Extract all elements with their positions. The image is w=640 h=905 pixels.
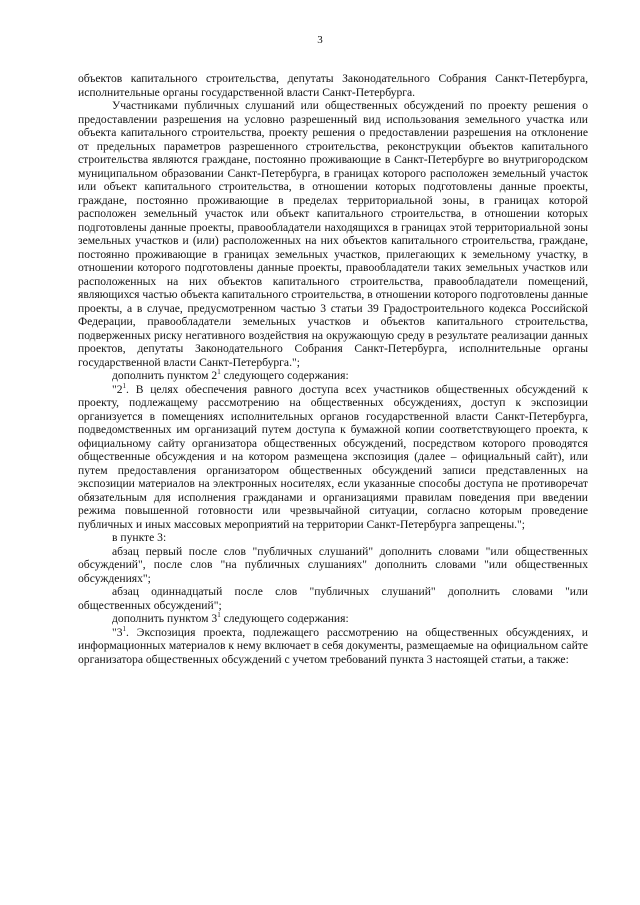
paragraph-6: абзац первый после слов "публичных слушаний" дополнить словами "или общественных обсуждений", после слов "на публичных слушаниях" дополнить словами "или общественных обсуждениях"; xyxy=(78,544,588,585)
page-number: 3 xyxy=(317,34,323,46)
paragraph-3 xyxy=(78,369,588,383)
paragraph-9-post: . Экспозиция проекта, подлежащего рассмотрению на общественных обсуждениях, и информационных материалов к нему включает в себя документы, размещаемые на официальном сайте организатора общественных обсуждений с учетом требований пункта 3 настоящей статьи, а также: xyxy=(78,625,588,666)
paragraph-5: в пункте 3: xyxy=(112,531,167,544)
paragraph-2: Участниками публичных слушаний или общественных обсуждений по проекту решения о предоставлении разрешения на условно разрешенный вид использования земельного участка или объекта капитального строительства, проекту решения о предоставлении разрешения на отклонение от предельных параметров разрешенного строительства, реконструкции объектов капитального строительства являются граждане, постоянно проживающие в Санкт-Петербурге во внутригородском муниципальном образовании Санкт-Петербурга, в границах которого расположен земельный участок или объект капитального строительства, в отношении которых подготовлены данные проекты, граждане, постоянно проживающие в пределах территориальной зоны, в границах которой расположен земельный участок или объект капитального строительства, в отношении которых подготовлены данные проекты, правообладатели находящихся в границах этой территориальной зоны земельных участков и (или) расположенных на них объектов капитального строительства, граждане, постоянно проживающие в границах земельных участков, прилегающих к земельному участку, в отношении которого подготовлены данные проекты, правообладатели таких земельных участков или расположенных на них объектов капитального строительства, правообладатели помещений, являющихся частью объекта капитального строительства, в отношении которого подготовлены данные проекты, а в случае, предусмотренном частью 3 статьи 39 Градостроительного кодекса Российской Федерации, правообладатели земельных участков и объектов капитального строительства, подверженных риску негативного воздействия на окружающую среду в результате реализации данных проектов, депутаты Законодательного Собрания Санкт-Петербурга, исполнительные органы государственной власти Санкт-Петербурга."; xyxy=(78,99,588,369)
paragraph-9-sup: 1 xyxy=(122,624,127,633)
paragraph-4-sup: 1 xyxy=(122,381,127,390)
paragraph-9-pre: "3 xyxy=(112,625,123,639)
paragraph-4-pre: "2 xyxy=(112,382,123,396)
paragraph-8 xyxy=(78,612,588,626)
paragraph-4 xyxy=(78,383,588,532)
paragraph-4-post: . В целях обеспечения равного доступа всех участников общественных обсуждений к проекту, подлежащему рассмотрению на общественных обсуждениях, доступ к экспозиции организуется в помещениях исполнительных органов государственной власти Санкт-Петербурга, подведомственных им организаций путем доступа к бумажной копии соответствующего проекта, к официальному сайту организатора общественных обсуждений, посредством которого проводятся общественные обсуждения и на котором размещена экспозиция (далее – официальный сайт), или путем предоставления организатором общественных обсуждений записи представленных на экспозиции материалов на электронных носителях, если указанные способы доступа не противоречат обязательным для исполнения гражданами и организациями правилам поведения при введении режима повышенной готовности или чрезвычайной ситуации, согласно которым проведение публичных и иных массовых мероприятий на территории Санкт-Петербурга запрещены."; xyxy=(78,382,588,531)
paragraph-9 xyxy=(78,626,588,667)
paragraph-3-sup: 1 xyxy=(217,368,221,377)
paragraph-8-sup: 1 xyxy=(217,611,221,620)
paragraph-3-pre: дополнить пунктом 2 xyxy=(112,369,218,382)
paragraph-8-post: следующего содержания: xyxy=(220,612,349,625)
paragraph-8-pre: дополнить пунктом 3 xyxy=(112,612,218,625)
document-body xyxy=(78,72,588,666)
paragraph-7: абзац одиннадцатый после слов "публичных слушаний" дополнить словами "или общественных обсуждений"; xyxy=(78,585,588,612)
paragraph-1: объектов капитального строительства, депутаты Законодательного Собрания Санкт-Петербурга, исполнительные органы государственной власти Санкт-Петербурга. xyxy=(78,72,588,99)
paragraph-3-post: следующего содержания: xyxy=(220,369,349,382)
